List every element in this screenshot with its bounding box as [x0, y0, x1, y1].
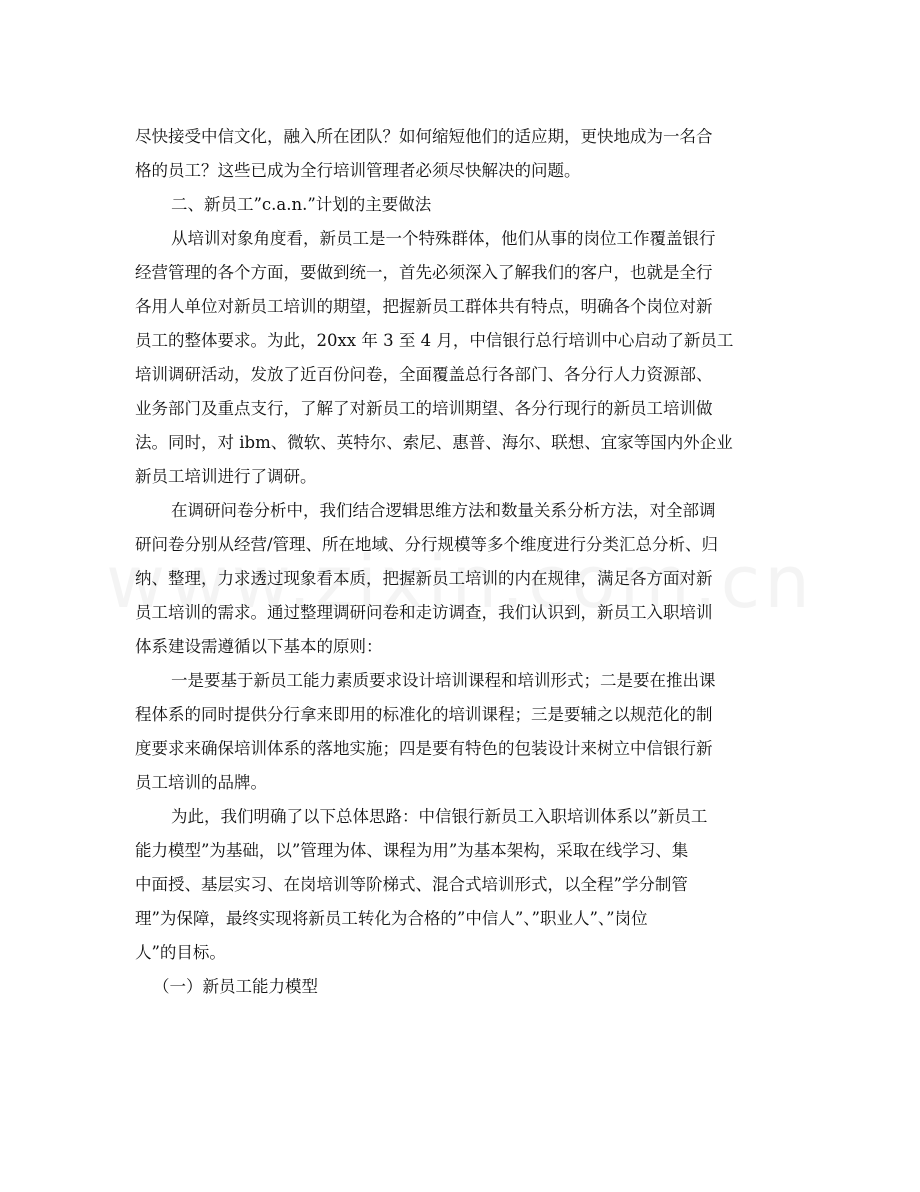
section-heading: 二、新员工”c.a.n.”计划的主要做法 [171, 195, 432, 214]
text-line: 业务部门及重点支行，了解了对新员工的培训期望、各分行现行的新员工培训做 [135, 399, 713, 418]
text-line: 体系建设需遵循以下基本的原则： [135, 637, 383, 656]
text-line: 培训调研活动，发放了近百份问卷，全面覆盖总行各部门、各分行人力资源部、 [135, 365, 713, 384]
document-body [135, 120, 785, 1004]
text-line: 程体系的同时提供分行拿来即用的标准化的培训课程；三是要辅之以规范化的制 [135, 705, 713, 724]
text-line: 度要求来确保培训体系的落地实施；四是要有特色的包装设计来树立中信银行新 [135, 739, 713, 758]
text-line: 为此，我们明确了以下总体思路：中信银行新员工入职培训体系以”新员工 [171, 807, 708, 826]
text-line: 人”的目标。 [135, 943, 226, 962]
text-line: 各用人单位对新员工培训的期望，把握新员工群体共有特点，明确各个岗位对新 [135, 297, 713, 316]
text-line: 格的员工？这些已成为全行培训管理者必须尽快解决的问题。 [135, 161, 581, 180]
text-line: 一是要基于新员工能力素质要求设计培训课程和培训形式；二是要在推出课 [171, 671, 716, 690]
text-line: 能力模型”为基础，以”管理为体、课程为用”为基本架构，采取在线学习、集 [135, 841, 689, 860]
text-line: 经营管理的各个方面，要做到统一，首先必须深入了解我们的客户，也就是全行 [135, 263, 713, 282]
text-line: 中面授、基层实习、在岗培训等阶梯式、混合式培训形式，以全程”学分制管 [135, 875, 688, 894]
text-line: 研问卷分别从经营/管理、所在地域、分行规模等多个维度进行分类汇总分析、归 [135, 535, 719, 554]
text-line: 纳、整理，力求透过现象看本质，把握新员工培训的内在规律，满足各方面对新 [135, 569, 713, 588]
text-line: 法。同时，对 ibm、微软、英特尔、索尼、惠普、海尔、联想、宜家等国内外企业 [135, 433, 733, 452]
text-line: 新员工培训进行了调研。 [135, 467, 317, 486]
text-line: 员工培训的品牌。 [135, 773, 267, 792]
text-line: 从培训对象角度看，新员工是一个特殊群体，他们从事的岗位工作覆盖银行 [171, 229, 716, 248]
text-line: 理”为保障，最终实现将新员工转化为合格的”中信人”、”职业人”、”岗位 [135, 909, 648, 928]
text-line: 在调研问卷分析中，我们结合逻辑思维方法和数量关系分析方法，对全部调 [171, 501, 716, 520]
text-line: 员工的整体要求。为此，20xx 年 3 至 4 月，中信银行总行培训中心启动了新员工 [135, 331, 734, 350]
text-line: 员工培训的需求。通过整理调研问卷和走访调查，我们认识到，新员工入职培训 [135, 603, 713, 622]
subsection-heading: （一）新员工能力模型 [153, 977, 318, 996]
text-line: 尽快接受中信文化，融入所在团队？如何缩短他们的适应期，更快地成为一名合 [135, 127, 713, 146]
